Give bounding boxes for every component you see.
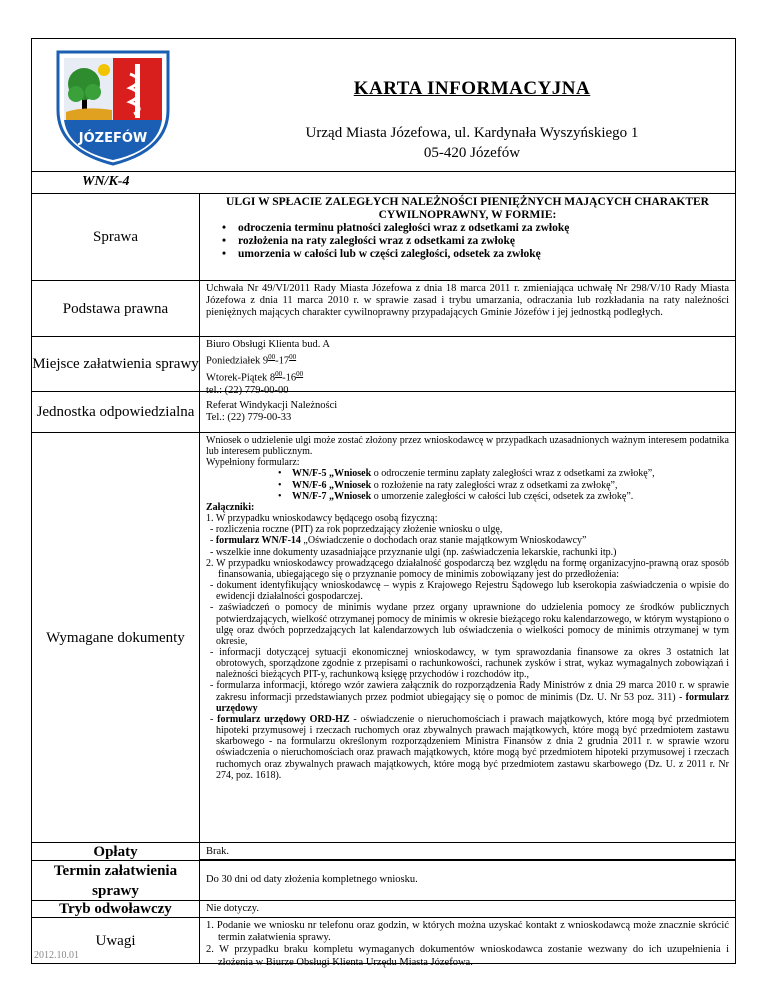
card-header — [32, 39, 735, 172]
attachment-p1c: - wszelkie inne dokumenty uzasadniające przyznanie ulgi (np. zaświadczenia lekarskie, rachunki itp.) — [210, 546, 617, 558]
value-tryb: Nie dotyczy. — [206, 903, 259, 914]
dokumenty-form-label: Wypełniony formularz: — [206, 457, 300, 469]
uwagi-item: 1. Podanie we wniosku nr telefonu oraz godzin, w których można uzyskać kontakt z wnioskodawcą może znacznie skrócić termin załatwienia sprawy. — [206, 920, 729, 944]
miejsce-hours-1: Poniedziałek $9^{00}-17^{00}$ — [206, 353, 297, 367]
uwagi-item: 2. W przypadku braku kompletu wymaganych dokumentów wnioskodawca zostanie wezwany do ich uzupełnienia i złożenia w Biurze Obsługi Klienta Urzędu Miasta Józefowa. — [206, 944, 729, 968]
attachment-p1b: - formularz WN/F-14 „Oświadczenie o dochodach oraz stanie majątkowym Wnioskodawcy” — [210, 535, 587, 547]
label-dokumenty: Wymagane dokumenty — [32, 433, 200, 842]
attachment-p2d: - formularza informacji, którego wzór zawiera załącznik do rozporządzenia Rady Ministrów z dnia 29 marca 2010 r. w sprawie zakresu informacji przedstawianych przez podmiot ubiegający się o pomoc de minimis (Dz. U. Nr 53 poz. 311) - formularz urzędowy — [210, 680, 729, 714]
card-code: WN/K-4 — [82, 174, 130, 189]
form-item: • WN/F-5 „Wniosek o odroczenie terminu zapłaty zaległości wraz z odsetkami za zwłokę”, — [206, 468, 729, 479]
row-sprawa — [32, 193, 735, 281]
value-podstawa: Uchwała Nr 49/VI/2011 Rady Miasta Józefowa z dnia 18 marca 2011 r. zmieniająca uchwałę Nr 298/V/10 Rady Miasta Józefowa z dnia 11 marca 2010 r. w sprawie zasad i trybu umarzania, odraczania lub rozkładania na raty należności pieniężnych mających charakter cywilnoprawny przypadających Gminie Józefów i jej jednostką podległych. — [206, 283, 729, 319]
attachment-p2a: - dokument identyfikujący wnioskodawcę – wypis z Krajowego Rejestru Sądowego lub kserokopia zaświadczenia o wpisie do ewidencji działalności gospodarczej. — [210, 580, 729, 603]
value-jednostka — [200, 392, 735, 432]
label-miejsce: Miejsce załatwienia sprawy — [32, 337, 200, 391]
address-line-2: 05-420 Józefów — [423, 145, 521, 161]
sprawa-item: • umorzenia w całości lub w części zaległości, odsetek za zwłokę — [206, 248, 729, 261]
label-tryb: Tryb odwoławczy — [32, 901, 200, 917]
miejsce-hours-2: Wtorek-Piątek $8^{00}-16^{00}$ — [206, 369, 304, 384]
value-termin: Do 30 dni od daty złożenia kompletnego wniosku. — [206, 874, 418, 885]
office-address — [232, 123, 712, 163]
miejsce-line: Biuro Obsługi Klienta bud. A — [206, 339, 330, 350]
logo-text: JÓZEFÓW — [78, 131, 148, 146]
row-podstawa — [32, 281, 735, 337]
value-oplaty: Brak. — [200, 843, 735, 860]
address-line-1: Urząd Miasta Józefowa, ul. Kardynała Wyszyńskiego 1 — [305, 125, 639, 141]
attachment-p1a: - rozliczenia roczne (PIT) za rok poprzedzający złożenie wniosku o ulgę, — [210, 524, 503, 536]
value-dokumenty — [200, 433, 735, 842]
value-sprawa — [200, 193, 735, 280]
sprawa-item: • odroczenia terminu płatności zaległości wraz z odsetkami za zwłokę — [206, 222, 729, 235]
row-jednostka — [32, 392, 735, 433]
row-miejsce — [32, 337, 735, 396]
label-jednostka: Jednostka odpowiedzialna — [32, 392, 200, 432]
row-termin — [32, 861, 735, 901]
dokumenty-intro: Wniosek o udzielenie ulgi może zostać złożony przez wnioskodawcę w przypadkach uzasadnionych ważnym interesem podatnika lub interesem publicznym. — [206, 435, 729, 458]
label-termin: Termin załatwienia sprawy — [32, 861, 200, 900]
page-title: KARTA INFORMACYJNA — [353, 78, 591, 99]
jednostka-tel: Tel.: (22) 779-00-33 — [206, 412, 292, 424]
label-sprawa: Sprawa — [32, 193, 200, 280]
label-podstawa: Podstawa prawna — [32, 281, 200, 336]
attachment-p2e: - formularz urzędowy ORD-HZ - oświadczenie o nieruchomościach i prawach majątkowych, które mogą być przedmiotem hipoteki przymusowej i rzeczach ruchomych oraz zbywalnych prawach majątkowych, które mogą być przedmiotem zastawu skarbowego - na formularzu określonym rozporządzeniem Ministra Finansów z dnia 2 grudnia 2011 r. w sprawie wzoru oświadczenia o nieruchomościach oraz prawach majątkowych, które mogą być przedmiotem hipoteki przymusowej i rzeczach ruchomych oraz zbywalnych prawach majątkowych, które mogą być przedmiotem zastawu skarbowego (Dz. U. z 2011 r. Nr 274, poz. 1618). — [210, 713, 729, 781]
value-miejsce — [200, 337, 735, 396]
form-item: • WN/F-7 „Wniosek o umorzenie zaległości w całości lub części, odsetek za zwłokę”. — [206, 491, 729, 502]
sprawa-title: ULGI W SPŁACIE ZALEGŁYCH NALEŻNOŚCI PIENIĘŻNYCH MAJĄCYCH CHARAKTER CYWILNOPRAWNY, W FORMIE: — [226, 196, 709, 221]
revision-date: 2012.10.01 — [34, 950, 79, 961]
attachment-p2b: - zaświadczeń o pomocy de minimis wydane przez organy uprawnione do udzielenia pomocy ze środków publicznych potwierdzających, wielkość otrzymanej pomocy de minimis w okresie bieżącego roku kalendarzowego, w którym wystąpiono o ulgę oraz dwóch poprzedzających lat kalendarzowych lub oświadczenia o wielkości pomocy de minimis otrzymanej w tym okresie, — [210, 602, 729, 647]
form-item: • WN/F-6 „Wniosek o rozłożenie na raty zaległości wraz z odsetkami za zwłokę”, — [206, 480, 729, 491]
attachment-p1: 1. W przypadku wnioskodawcy będącego osobą fizyczną: — [206, 513, 438, 525]
jednostka-line: Referat Windykacji Należności — [206, 400, 338, 411]
row-dokumenty — [32, 433, 735, 843]
miejsce-tel: tel.: (22) 779-00-00 — [206, 384, 289, 396]
attachment-p2: 2. W przypadku wnioskodawcy prowadzącego działalność gospodarczą bez względu na formę organizacyjno-prawną oraz sposób finansowania, ubiegającego się o przyznanie pomocy de minimis zobowiązany jest do przedłożenia: — [206, 557, 729, 580]
attachment-p2c: - informacji dotyczącej sytuacji ekonomicznej wnioskodawcy, w tym sprawozdania finansowe za okres 3 ostatnich lat obrotowych, sporządzone zgodnie z przepisami o rachunkowości, rachunek zysków i strat, wykaz wymagalnych zobowiązań i należności bieżących PIT-y, rachunkową księgę przychodów i rozchodów itp., — [210, 646, 729, 681]
coat-of-arms-logo — [54, 50, 172, 166]
label-uwagi: Uwagi — [32, 918, 200, 963]
sprawa-item: • rozłożenia na raty zaległości wraz z odsetkami za zwłokę — [206, 235, 729, 248]
attachments-label: Załączniki: — [206, 501, 255, 513]
bottom-section — [31, 903, 736, 964]
card-code-row — [32, 171, 735, 194]
info-card — [31, 38, 736, 968]
label-oplaty: Opłaty — [32, 843, 200, 860]
row-oplaty — [32, 843, 735, 861]
